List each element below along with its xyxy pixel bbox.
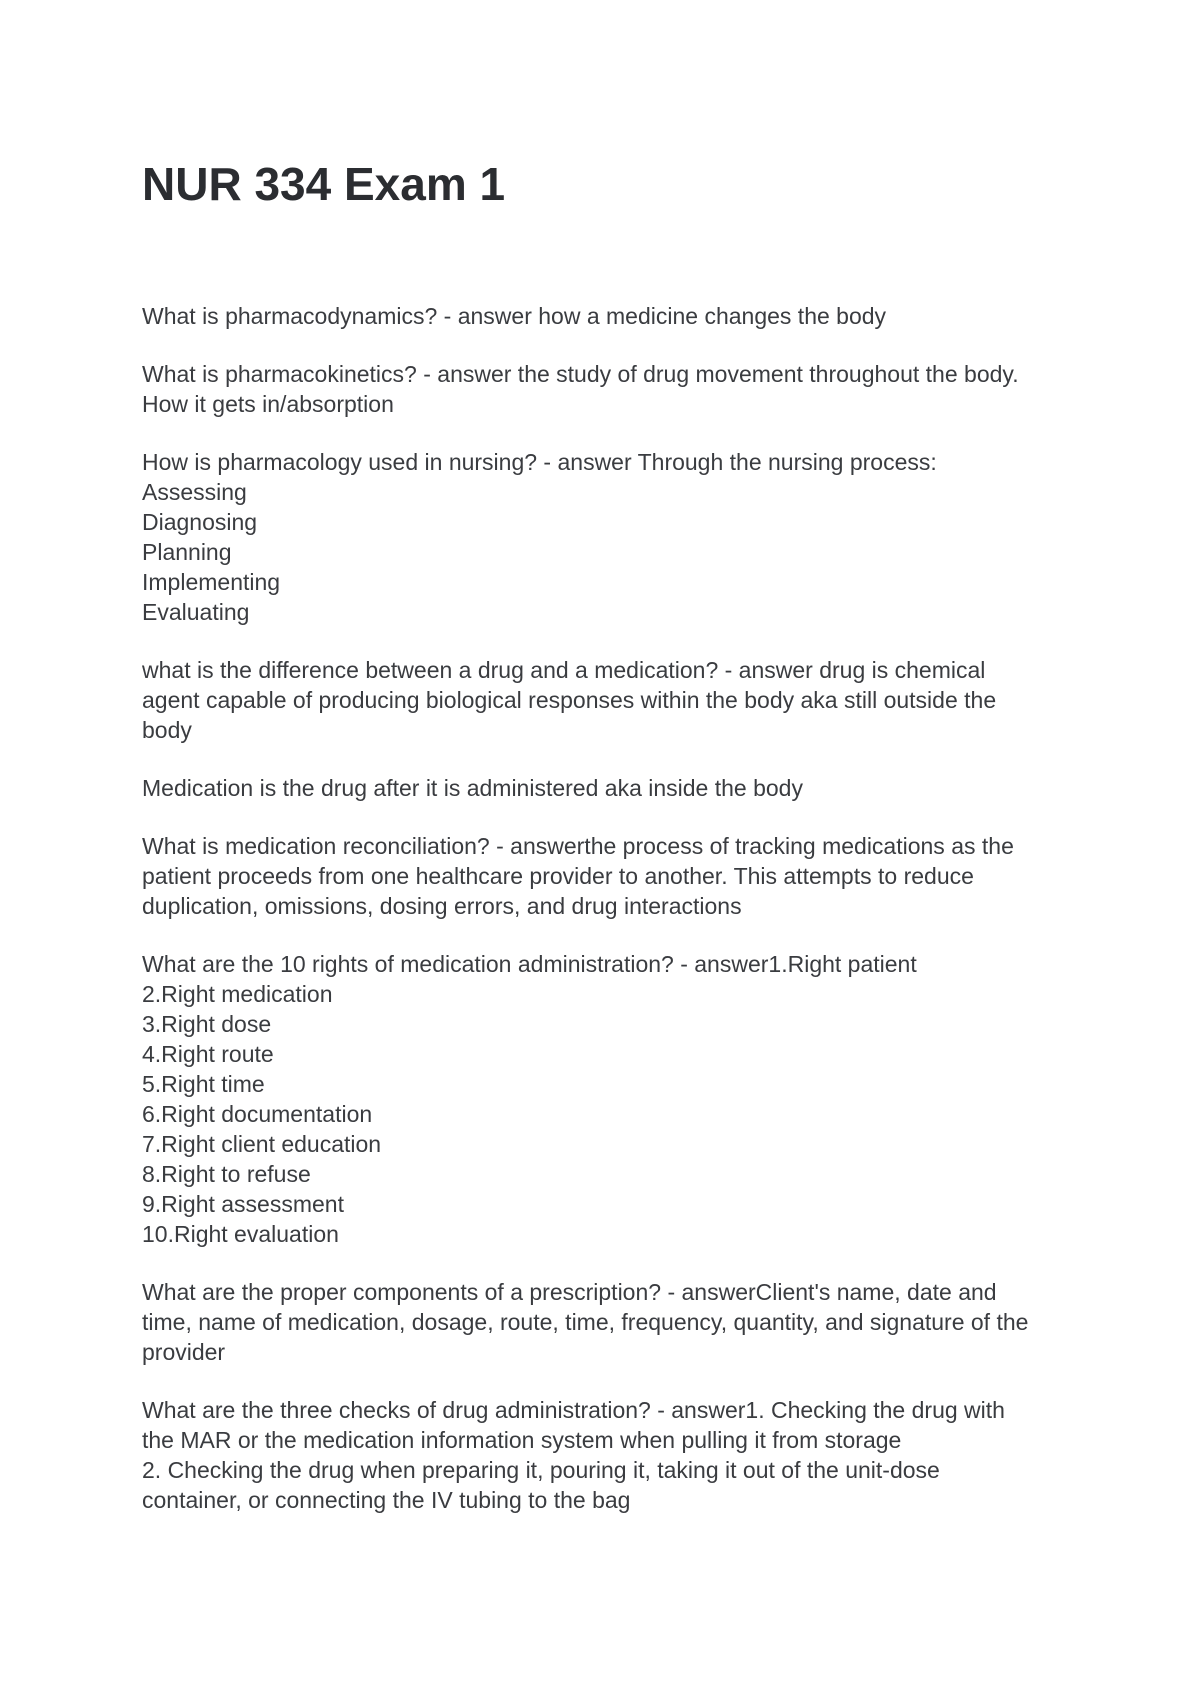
text-line: 3.Right dose: [142, 1011, 272, 1037]
text-line: container, or connecting the IV tubing to the bag: [142, 1487, 631, 1513]
text-line: provider: [142, 1339, 226, 1365]
qa-paragraph: [142, 949, 1062, 1249]
qa-paragraph: [142, 1277, 1062, 1367]
text-line: 7.Right client education: [142, 1131, 382, 1157]
text-line: Evaluating: [142, 599, 250, 625]
text-line: 4.Right route: [142, 1041, 274, 1067]
text-line: time, name of medication, dosage, route, time, frequency, quantity, and signature of the: [142, 1309, 1029, 1335]
text-line: What are the three checks of drug administration? - answer1. Checking the drug with: [142, 1397, 1005, 1423]
text-line: 10.Right evaluation: [142, 1221, 339, 1247]
text-line: Implementing: [142, 569, 281, 595]
text-line: What is pharmacokinetics? - answer the study of drug movement throughout the body.: [142, 361, 1019, 387]
text-line: Diagnosing: [142, 509, 258, 535]
text-line: Medication is the drug after it is administered aka inside the body: [142, 775, 803, 801]
qa-paragraph: [142, 655, 1062, 745]
qa-paragraph: [142, 1395, 1062, 1515]
text-line: what is the difference between a drug and a medication? - answer drug is chemical: [142, 657, 986, 683]
document-body: [142, 301, 1062, 1543]
text-line: 8.Right to refuse: [142, 1161, 311, 1187]
text-line: What is pharmacodynamics? - answer how a medicine changes the body: [142, 303, 887, 329]
qa-paragraph: [142, 831, 1062, 921]
text-line: What are the 10 rights of medication administration? - answer1.Right patient: [142, 951, 917, 977]
text-line: 9.Right assessment: [142, 1191, 344, 1217]
text-line: agent capable of producing biological responses within the body aka still outside the: [142, 687, 997, 713]
text-line: Planning: [142, 539, 232, 565]
text-line: Assessing: [142, 479, 247, 505]
text-line: patient proceeds from one healthcare provider to another. This attempts to reduce: [142, 863, 974, 889]
text-line: 6.Right documentation: [142, 1101, 373, 1127]
qa-paragraph: [142, 773, 1062, 803]
text-line: 5.Right time: [142, 1071, 265, 1097]
qa-paragraph: [142, 447, 1062, 627]
qa-paragraph: [142, 359, 1062, 419]
text-line: 2. Checking the drug when preparing it, pouring it, taking it out of the unit-dose: [142, 1457, 940, 1483]
text-line: How it gets in/absorption: [142, 391, 394, 417]
text-line: How is pharmacology used in nursing? - answer Through the nursing process:: [142, 449, 937, 475]
text-line: duplication, omissions, dosing errors, and drug interactions: [142, 893, 742, 919]
text-line: 2.Right medication: [142, 981, 333, 1007]
text-line: body: [142, 717, 192, 743]
document-title: NUR 334 Exam 1: [142, 158, 506, 210]
text-line: the MAR or the medication information system when pulling it from storage: [142, 1427, 902, 1453]
text-line: What is medication reconciliation? - answerthe process of tracking medications as the: [142, 833, 1014, 859]
text-line: What are the proper components of a prescription? - answerClient's name, date and: [142, 1279, 997, 1305]
qa-paragraph: [142, 301, 1062, 331]
